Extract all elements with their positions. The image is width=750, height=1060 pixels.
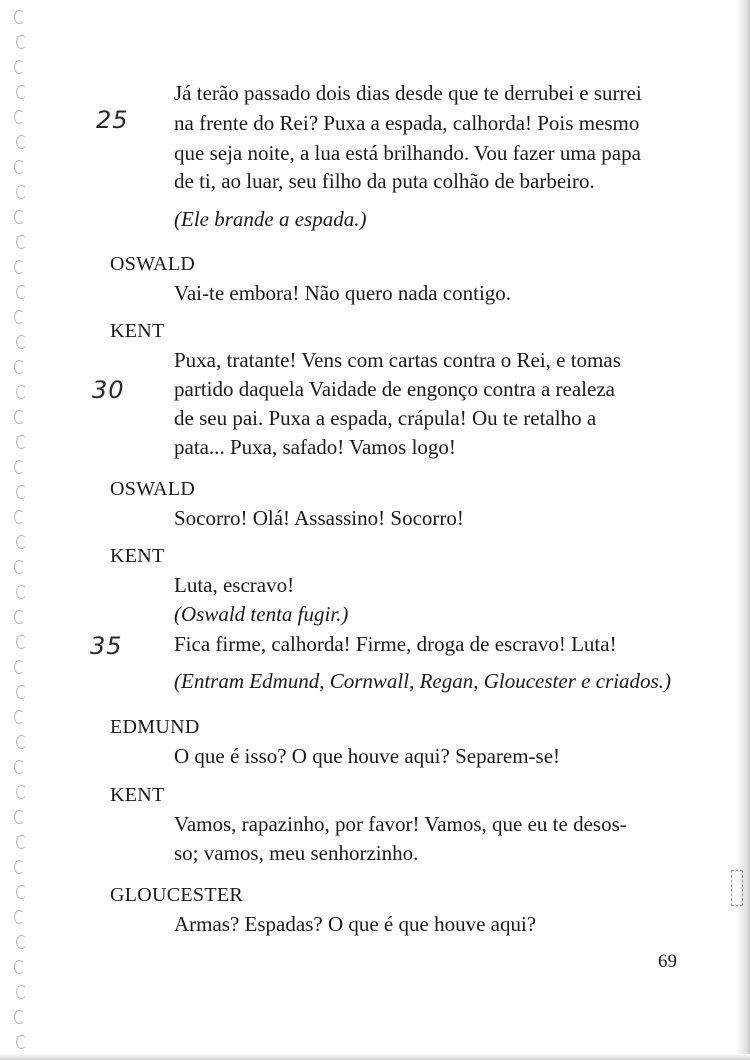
binding-hole — [14, 610, 25, 624]
staple-mark — [731, 870, 743, 906]
margin-line-number-25: 25 — [96, 106, 129, 134]
dialogue-line: so; vamos, meu senhorzinho. — [174, 841, 419, 865]
speaker-name: KENT — [110, 784, 165, 806]
binding-hole — [16, 385, 27, 399]
dialogue-line: Vamos, rapazinho, por favor! Vamos, que eu te desos- — [174, 812, 627, 836]
binding-hole — [16, 635, 27, 649]
binding-hole — [16, 35, 27, 49]
dialogue-line: que seja noite, a lua está brilhando. Vou fazer uma papa — [174, 141, 641, 165]
binding-hole — [16, 1035, 27, 1049]
stage-direction: (Ele brande a espada.) — [174, 207, 367, 231]
binding-hole — [16, 985, 27, 999]
binding-hole — [14, 960, 25, 974]
binding-hole — [14, 710, 25, 724]
binding-hole — [16, 235, 27, 249]
binding-hole — [14, 410, 25, 424]
binding-hole — [16, 335, 27, 349]
binding-hole — [16, 585, 27, 599]
dialogue-line: de ti, ao luar, seu filho da puta colhão de barbeiro. — [174, 169, 595, 193]
binding-hole — [14, 160, 25, 174]
speaker-name: EDMUND — [110, 716, 200, 738]
dialogue-line: Armas? Espadas? O que é que houve aqui? — [174, 912, 537, 936]
binding-hole — [16, 485, 27, 499]
binding-hole — [14, 460, 25, 474]
stage-direction: (Oswald tenta fugir.) — [174, 602, 349, 626]
binding-hole — [14, 260, 25, 274]
binding-hole — [16, 885, 27, 899]
binding-hole — [14, 310, 25, 324]
binding-hole — [16, 935, 27, 949]
binding-hole — [16, 835, 27, 849]
speaker-name: OSWALD — [110, 253, 196, 275]
dialogue-line: O que é isso? O que houve aqui? Separem-se! — [174, 744, 561, 768]
binding-hole — [14, 110, 25, 124]
binding-hole — [16, 785, 27, 799]
dialogue-line: na frente do Rei? Puxa a espada, calhorda! Pois mesmo — [174, 111, 640, 135]
speaker-name: OSWALD — [110, 478, 196, 500]
dialogue-line: partido daquela Vaidade de engonço contra a realeza — [174, 377, 615, 401]
binding-hole — [14, 810, 25, 824]
page-bottom-edge — [0, 1054, 750, 1060]
binding-hole — [14, 560, 25, 574]
binding-hole — [16, 435, 27, 449]
binding-hole — [14, 360, 25, 374]
binding-hole — [14, 510, 25, 524]
dialogue-line: pata... Puxa, safado! Vamos logo! — [174, 435, 456, 459]
dialogue-line: Socorro! Olá! Assassino! Socorro! — [174, 506, 464, 530]
binding-hole — [16, 735, 27, 749]
dialogue-line: Fica firme, calhorda! Firme, droga de escravo! Luta! — [174, 632, 617, 656]
binding-hole — [16, 185, 27, 199]
binding-hole — [14, 1010, 25, 1024]
binding-hole — [16, 535, 27, 549]
binding-hole — [14, 10, 25, 24]
margin-line-number-30: 30 — [92, 376, 125, 404]
binding-hole — [14, 660, 25, 674]
binding-hole — [16, 85, 27, 99]
binding-hole — [14, 210, 25, 224]
dialogue-line: Puxa, tratante! Vens com cartas contra o Rei, e tomas — [174, 348, 621, 372]
speaker-name: KENT — [110, 545, 165, 567]
stage-direction: (Entram Edmund, Cornwall, Regan, Gloucester e criados.) — [174, 669, 671, 693]
binding-hole — [16, 135, 27, 149]
dialogue-line: Luta, escravo! — [174, 573, 295, 597]
margin-line-number-35: 35 — [90, 632, 123, 660]
binding-hole — [14, 910, 25, 924]
binding-hole — [14, 60, 25, 74]
speaker-name: KENT — [110, 320, 165, 342]
binding-hole — [14, 760, 25, 774]
binding-hole — [16, 285, 27, 299]
speaker-name: GLOUCESTER — [110, 884, 243, 906]
page-number: 69 — [658, 951, 677, 972]
dialogue-line: Vai-te embora! Não quero nada contigo. — [174, 281, 512, 305]
dialogue-line: Já terão passado dois dias desde que te derrubei e surrei — [174, 81, 642, 105]
spiral-binding — [6, 10, 36, 1050]
dialogue-line: de seu pai. Puxa a espada, crápula! Ou te retalho a — [174, 406, 597, 430]
binding-hole — [16, 685, 27, 699]
binding-hole — [14, 860, 25, 874]
